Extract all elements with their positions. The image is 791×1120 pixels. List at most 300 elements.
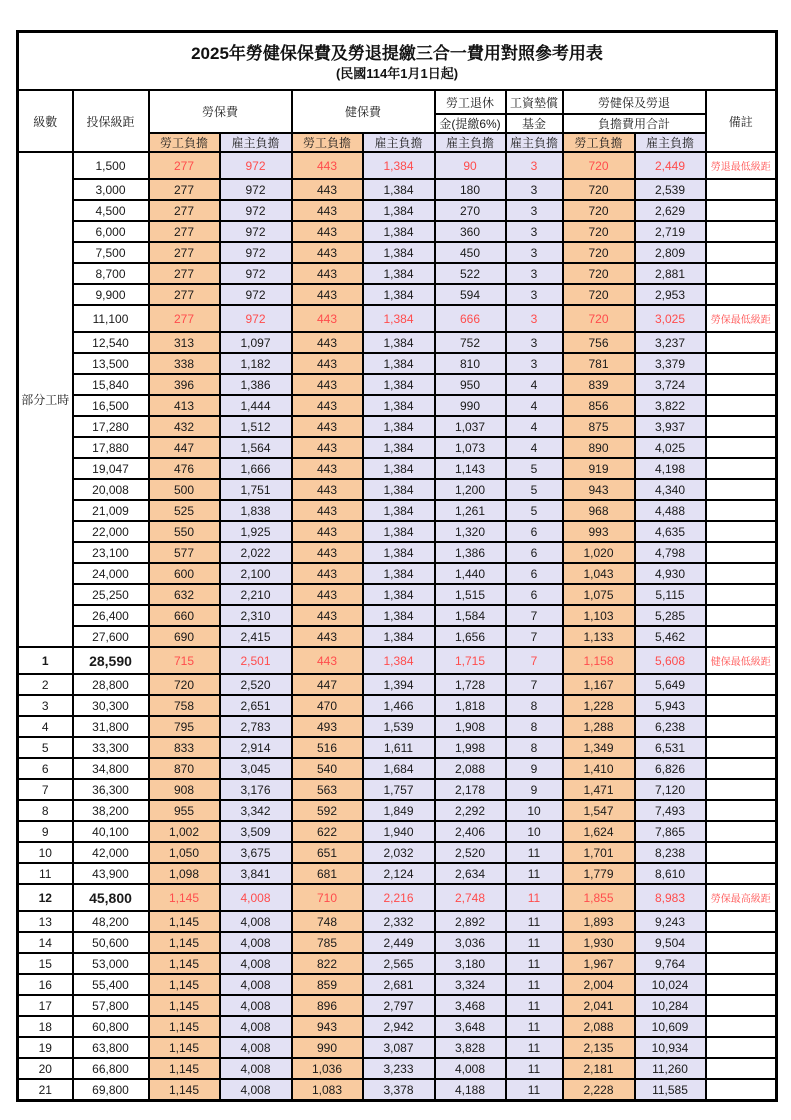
remark-cell xyxy=(706,284,777,305)
value-cell: 4 xyxy=(506,395,563,416)
bracket-cell: 60,800 xyxy=(73,1016,149,1037)
table-row xyxy=(18,242,777,263)
remark-cell xyxy=(706,800,777,821)
value-cell: 9 xyxy=(506,779,563,800)
remark-cell xyxy=(706,479,777,500)
value-cell: 2,809 xyxy=(635,242,706,263)
value-cell: 972 xyxy=(220,200,292,221)
value-cell: 1,261 xyxy=(435,500,506,521)
col-header-labor-insurance: 勞保費 xyxy=(149,90,292,133)
value-cell: 943 xyxy=(563,479,635,500)
value-cell: 2,178 xyxy=(435,779,506,800)
value-cell: 1,751 xyxy=(220,479,292,500)
value-cell: 470 xyxy=(292,695,363,716)
value-cell: 2,032 xyxy=(363,842,435,863)
value-cell: 1,384 xyxy=(363,416,435,437)
value-cell: 8,238 xyxy=(635,842,706,863)
value-cell: 432 xyxy=(149,416,220,437)
value-cell: 752 xyxy=(435,332,506,353)
bracket-cell: 55,400 xyxy=(73,974,149,995)
value-cell: 833 xyxy=(149,737,220,758)
value-cell: 1,838 xyxy=(220,500,292,521)
value-cell: 443 xyxy=(292,305,363,332)
bracket-cell: 42,000 xyxy=(73,842,149,863)
value-cell: 1,037 xyxy=(435,416,506,437)
table-row xyxy=(18,563,777,584)
value-cell: 1,036 xyxy=(292,1058,363,1079)
value-cell: 919 xyxy=(563,458,635,479)
table-row xyxy=(18,1037,777,1058)
table-row xyxy=(18,263,777,284)
remark-cell xyxy=(706,779,777,800)
bracket-cell: 13,500 xyxy=(73,353,149,374)
value-cell: 1,145 xyxy=(149,953,220,974)
value-cell: 4,198 xyxy=(635,458,706,479)
value-cell: 9,764 xyxy=(635,953,706,974)
value-cell: 4,008 xyxy=(220,1016,292,1037)
value-cell: 720 xyxy=(563,221,635,242)
bracket-cell: 21,009 xyxy=(73,500,149,521)
value-cell: 908 xyxy=(149,779,220,800)
bracket-cell: 1,500 xyxy=(73,152,149,179)
remark-cell xyxy=(706,695,777,716)
table-row xyxy=(18,1058,777,1079)
value-cell: 1,515 xyxy=(435,584,506,605)
value-cell: 748 xyxy=(292,911,363,932)
value-cell: 795 xyxy=(149,716,220,737)
part-time-label-cell: 部分工時 xyxy=(18,152,73,647)
value-cell: 3,648 xyxy=(435,1016,506,1037)
value-cell: 277 xyxy=(149,305,220,332)
table-row xyxy=(18,863,777,884)
value-cell: 3,509 xyxy=(220,821,292,842)
value-cell: 2,210 xyxy=(220,584,292,605)
value-cell: 758 xyxy=(149,695,220,716)
value-cell: 1,440 xyxy=(435,563,506,584)
value-cell: 890 xyxy=(563,437,635,458)
remark-cell xyxy=(706,758,777,779)
value-cell: 1,145 xyxy=(149,1058,220,1079)
value-cell: 493 xyxy=(292,716,363,737)
value-cell: 1,384 xyxy=(363,605,435,626)
value-cell: 1,167 xyxy=(563,674,635,695)
value-cell: 2,629 xyxy=(635,200,706,221)
value-cell: 360 xyxy=(435,221,506,242)
value-cell: 6 xyxy=(506,584,563,605)
value-cell: 1,384 xyxy=(363,437,435,458)
bracket-cell: 8,700 xyxy=(73,263,149,284)
value-cell: 1,656 xyxy=(435,626,506,647)
table-row xyxy=(18,695,777,716)
bracket-cell: 20,008 xyxy=(73,479,149,500)
value-cell: 277 xyxy=(149,221,220,242)
value-cell: 622 xyxy=(292,821,363,842)
value-cell: 3,324 xyxy=(435,974,506,995)
level-cell: 5 xyxy=(18,737,73,758)
value-cell: 1,384 xyxy=(363,179,435,200)
value-cell: 10 xyxy=(506,800,563,821)
value-cell: 990 xyxy=(292,1037,363,1058)
value-cell: 1,073 xyxy=(435,437,506,458)
bracket-cell: 40,100 xyxy=(73,821,149,842)
value-cell: 563 xyxy=(292,779,363,800)
bracket-cell: 17,880 xyxy=(73,437,149,458)
remark-cell xyxy=(706,995,777,1016)
value-cell: 2,124 xyxy=(363,863,435,884)
value-cell: 1,145 xyxy=(149,1079,220,1101)
remark-cell xyxy=(706,974,777,995)
value-cell: 3,675 xyxy=(220,842,292,863)
remark-cell xyxy=(706,395,777,416)
value-cell: 338 xyxy=(149,353,220,374)
bracket-cell: 19,047 xyxy=(73,458,149,479)
level-cell: 11 xyxy=(18,863,73,884)
value-cell: 577 xyxy=(149,542,220,563)
value-cell: 1,145 xyxy=(149,911,220,932)
value-cell: 9 xyxy=(506,758,563,779)
value-cell: 785 xyxy=(292,932,363,953)
bracket-cell: 23,100 xyxy=(73,542,149,563)
value-cell: 525 xyxy=(149,500,220,521)
value-cell: 1,200 xyxy=(435,479,506,500)
value-cell: 3 xyxy=(506,353,563,374)
value-cell: 1,384 xyxy=(363,374,435,395)
bracket-cell: 57,800 xyxy=(73,995,149,1016)
value-cell: 1,384 xyxy=(363,479,435,500)
value-cell: 443 xyxy=(292,584,363,605)
value-cell: 3,087 xyxy=(363,1037,435,1058)
bracket-cell: 16,500 xyxy=(73,395,149,416)
remark-cell xyxy=(706,416,777,437)
value-cell: 4,008 xyxy=(220,995,292,1016)
value-cell: 756 xyxy=(563,332,635,353)
remark-cell xyxy=(706,374,777,395)
value-cell: 2,449 xyxy=(635,152,706,179)
value-cell: 443 xyxy=(292,242,363,263)
value-cell: 1,779 xyxy=(563,863,635,884)
bracket-cell: 66,800 xyxy=(73,1058,149,1079)
table-row xyxy=(18,821,777,842)
bracket-cell: 50,600 xyxy=(73,932,149,953)
value-cell: 1,133 xyxy=(563,626,635,647)
value-cell: 1,930 xyxy=(563,932,635,953)
value-cell: 1,288 xyxy=(563,716,635,737)
value-cell: 4 xyxy=(506,416,563,437)
value-cell: 8 xyxy=(506,695,563,716)
value-cell: 10 xyxy=(506,821,563,842)
value-cell: 1,908 xyxy=(435,716,506,737)
value-cell: 1,701 xyxy=(563,842,635,863)
value-cell: 3 xyxy=(506,263,563,284)
value-cell: 1,624 xyxy=(563,821,635,842)
col-header-bracket: 投保級距 xyxy=(73,90,149,152)
value-cell: 443 xyxy=(292,152,363,179)
level-cell: 17 xyxy=(18,995,73,1016)
value-cell: 1,584 xyxy=(435,605,506,626)
remark-cell xyxy=(706,605,777,626)
value-cell: 443 xyxy=(292,542,363,563)
value-cell: 277 xyxy=(149,179,220,200)
remark-cell xyxy=(706,842,777,863)
remark-cell xyxy=(706,179,777,200)
value-cell: 1,075 xyxy=(563,584,635,605)
value-cell: 7 xyxy=(506,605,563,626)
value-cell: 972 xyxy=(220,263,292,284)
value-cell: 1,103 xyxy=(563,605,635,626)
value-cell: 4,008 xyxy=(220,974,292,995)
value-cell: 1,384 xyxy=(363,395,435,416)
value-cell: 1,384 xyxy=(363,263,435,284)
value-cell: 10,934 xyxy=(635,1037,706,1058)
bracket-cell: 15,840 xyxy=(73,374,149,395)
value-cell: 11 xyxy=(506,1079,563,1101)
value-cell: 277 xyxy=(149,263,220,284)
value-cell: 1,320 xyxy=(435,521,506,542)
value-cell: 1,182 xyxy=(220,353,292,374)
level-cell: 12 xyxy=(18,884,73,911)
subheader-pension-employer: 雇主負擔 xyxy=(435,133,506,152)
table-body xyxy=(18,152,777,1101)
value-cell: 5 xyxy=(506,500,563,521)
value-cell: 2,681 xyxy=(363,974,435,995)
remark-cell xyxy=(706,500,777,521)
remark-cell: 勞退最低級距 xyxy=(706,152,777,179)
value-cell: 443 xyxy=(292,500,363,521)
value-cell: 7 xyxy=(506,674,563,695)
value-cell: 810 xyxy=(435,353,506,374)
value-cell: 2,292 xyxy=(435,800,506,821)
remark-cell xyxy=(706,221,777,242)
value-cell: 1,611 xyxy=(363,737,435,758)
value-cell: 1,145 xyxy=(149,974,220,995)
bracket-cell: 25,250 xyxy=(73,584,149,605)
value-cell: 11 xyxy=(506,842,563,863)
value-cell: 1,083 xyxy=(292,1079,363,1101)
value-cell: 2,881 xyxy=(635,263,706,284)
value-cell: 1,471 xyxy=(563,779,635,800)
value-cell: 1,715 xyxy=(435,647,506,674)
bracket-cell: 36,300 xyxy=(73,779,149,800)
value-cell: 2,892 xyxy=(435,911,506,932)
value-cell: 11 xyxy=(506,932,563,953)
value-cell: 859 xyxy=(292,974,363,995)
table-row xyxy=(18,953,777,974)
subheader-wage-fund-employer: 雇主負擔 xyxy=(506,133,563,152)
value-cell: 7 xyxy=(506,626,563,647)
page-title: 2025年勞健保保費及勞退提繳三合一費用對照參考用表 xyxy=(191,44,603,64)
bracket-cell: 3,000 xyxy=(73,179,149,200)
value-cell: 993 xyxy=(563,521,635,542)
value-cell: 6 xyxy=(506,521,563,542)
value-cell: 5 xyxy=(506,479,563,500)
value-cell: 4 xyxy=(506,374,563,395)
remark-cell xyxy=(706,584,777,605)
value-cell: 839 xyxy=(563,374,635,395)
value-cell: 3 xyxy=(506,221,563,242)
value-cell: 5 xyxy=(506,458,563,479)
level-cell: 20 xyxy=(18,1058,73,1079)
value-cell: 1,097 xyxy=(220,332,292,353)
value-cell: 720 xyxy=(563,263,635,284)
value-cell: 2,406 xyxy=(435,821,506,842)
level-cell: 14 xyxy=(18,932,73,953)
value-cell: 1,384 xyxy=(363,542,435,563)
value-cell: 540 xyxy=(292,758,363,779)
bracket-cell: 31,800 xyxy=(73,716,149,737)
value-cell: 443 xyxy=(292,626,363,647)
value-cell: 2,914 xyxy=(220,737,292,758)
remark-cell xyxy=(706,332,777,353)
level-cell: 2 xyxy=(18,674,73,695)
value-cell: 443 xyxy=(292,395,363,416)
table-row xyxy=(18,500,777,521)
remark-cell: 勞保最高級距 xyxy=(706,884,777,911)
bracket-cell: 45,800 xyxy=(73,884,149,911)
value-cell: 277 xyxy=(149,200,220,221)
value-cell: 8 xyxy=(506,737,563,758)
value-cell: 10,284 xyxy=(635,995,706,1016)
value-cell: 4,008 xyxy=(220,932,292,953)
value-cell: 1,539 xyxy=(363,716,435,737)
value-cell: 1,228 xyxy=(563,695,635,716)
value-cell: 1,384 xyxy=(363,500,435,521)
value-cell: 2,783 xyxy=(220,716,292,737)
value-cell: 594 xyxy=(435,284,506,305)
value-cell: 11 xyxy=(506,1058,563,1079)
value-cell: 4,930 xyxy=(635,563,706,584)
value-cell: 7,493 xyxy=(635,800,706,821)
value-cell: 972 xyxy=(220,179,292,200)
value-cell: 1,050 xyxy=(149,842,220,863)
level-cell: 19 xyxy=(18,1037,73,1058)
value-cell: 1,998 xyxy=(435,737,506,758)
value-cell: 516 xyxy=(292,737,363,758)
table-row xyxy=(18,458,777,479)
bracket-cell: 33,300 xyxy=(73,737,149,758)
value-cell: 968 xyxy=(563,500,635,521)
value-cell: 2,228 xyxy=(563,1079,635,1101)
value-cell: 6,826 xyxy=(635,758,706,779)
value-cell: 1,384 xyxy=(363,353,435,374)
value-cell: 2,135 xyxy=(563,1037,635,1058)
title-cell xyxy=(18,32,777,91)
bracket-cell: 28,800 xyxy=(73,674,149,695)
value-cell: 5,285 xyxy=(635,605,706,626)
value-cell: 3,468 xyxy=(435,995,506,1016)
table-row xyxy=(18,374,777,395)
value-cell: 1,145 xyxy=(149,1037,220,1058)
value-cell: 522 xyxy=(435,263,506,284)
value-cell: 4,488 xyxy=(635,500,706,521)
table-row xyxy=(18,305,777,332)
remark-cell xyxy=(706,242,777,263)
table-row xyxy=(18,974,777,995)
value-cell: 5,115 xyxy=(635,584,706,605)
value-cell: 11 xyxy=(506,911,563,932)
bracket-cell: 22,000 xyxy=(73,521,149,542)
header-row-1 xyxy=(18,90,777,114)
value-cell: 396 xyxy=(149,374,220,395)
table-row xyxy=(18,911,777,932)
value-cell: 690 xyxy=(149,626,220,647)
bracket-cell: 34,800 xyxy=(73,758,149,779)
value-cell: 8,610 xyxy=(635,863,706,884)
remark-cell xyxy=(706,863,777,884)
value-cell: 1,757 xyxy=(363,779,435,800)
level-cell: 4 xyxy=(18,716,73,737)
remark-cell xyxy=(706,716,777,737)
value-cell: 1,002 xyxy=(149,821,220,842)
value-cell: 447 xyxy=(149,437,220,458)
value-cell: 447 xyxy=(292,674,363,695)
value-cell: 443 xyxy=(292,374,363,395)
remark-cell: 勞保最低級距 xyxy=(706,305,777,332)
value-cell: 3 xyxy=(506,305,563,332)
value-cell: 972 xyxy=(220,284,292,305)
value-cell: 6,238 xyxy=(635,716,706,737)
value-cell: 4,008 xyxy=(220,1079,292,1101)
bracket-cell: 48,200 xyxy=(73,911,149,932)
table-row xyxy=(18,1079,777,1101)
level-cell: 3 xyxy=(18,695,73,716)
value-cell: 1,967 xyxy=(563,953,635,974)
value-cell: 8 xyxy=(506,716,563,737)
value-cell: 11 xyxy=(506,995,563,1016)
level-cell: 1 xyxy=(18,647,73,674)
value-cell: 870 xyxy=(149,758,220,779)
bracket-cell: 4,500 xyxy=(73,200,149,221)
value-cell: 720 xyxy=(563,200,635,221)
bracket-cell: 24,000 xyxy=(73,563,149,584)
bracket-cell: 38,200 xyxy=(73,800,149,821)
col-header-wage-fund-line1: 工資墊償 xyxy=(506,90,563,114)
value-cell: 3,342 xyxy=(220,800,292,821)
table-row xyxy=(18,758,777,779)
value-cell: 5,943 xyxy=(635,695,706,716)
table-row xyxy=(18,995,777,1016)
bracket-cell: 43,900 xyxy=(73,863,149,884)
value-cell: 856 xyxy=(563,395,635,416)
value-cell: 1,394 xyxy=(363,674,435,695)
level-cell: 9 xyxy=(18,821,73,842)
value-cell: 6,531 xyxy=(635,737,706,758)
value-cell: 1,384 xyxy=(363,521,435,542)
value-cell: 180 xyxy=(435,179,506,200)
remark-cell xyxy=(706,437,777,458)
value-cell: 443 xyxy=(292,179,363,200)
value-cell: 500 xyxy=(149,479,220,500)
table-row xyxy=(18,884,777,911)
bracket-cell: 11,100 xyxy=(73,305,149,332)
value-cell: 1,386 xyxy=(220,374,292,395)
value-cell: 90 xyxy=(435,152,506,179)
value-cell: 1,940 xyxy=(363,821,435,842)
bracket-cell: 30,300 xyxy=(73,695,149,716)
remark-cell xyxy=(706,953,777,974)
value-cell: 4,008 xyxy=(220,953,292,974)
value-cell: 1,384 xyxy=(363,626,435,647)
value-cell: 1,666 xyxy=(220,458,292,479)
table-row xyxy=(18,779,777,800)
table-row xyxy=(18,395,777,416)
value-cell: 3 xyxy=(506,284,563,305)
value-cell: 1,410 xyxy=(563,758,635,779)
level-cell: 6 xyxy=(18,758,73,779)
subheader-labor-employer: 雇主負擔 xyxy=(220,133,292,152)
value-cell: 651 xyxy=(292,842,363,863)
table-row xyxy=(18,716,777,737)
remark-cell: 健保最低級距 xyxy=(706,647,777,674)
